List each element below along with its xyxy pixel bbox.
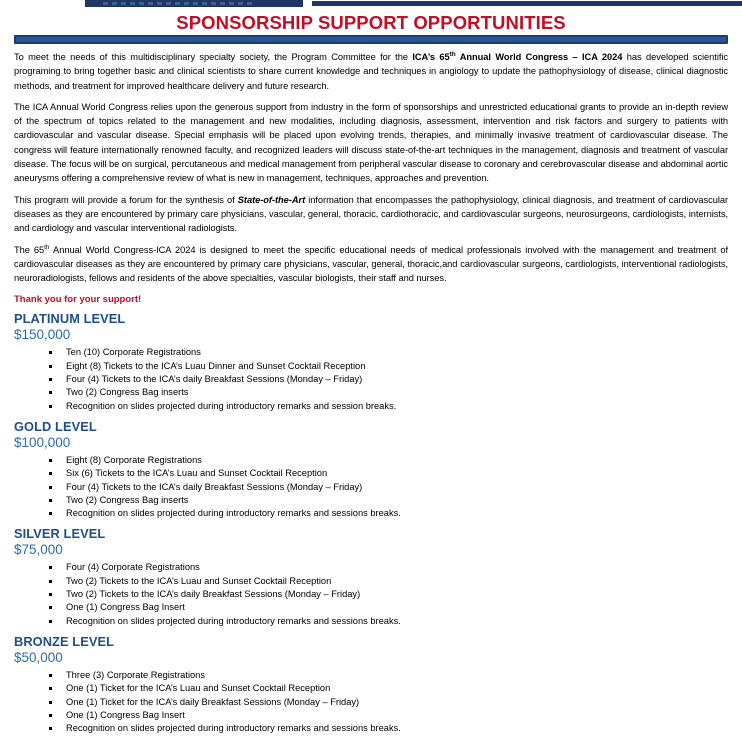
intro-paragraph: [14, 193, 728, 236]
top-banner: [0, 0, 742, 8]
benefit-item: One (1) Congress Bag Insert: [14, 601, 728, 614]
sponsorship-levels: [14, 311, 728, 735]
paragraph-text: has developed scientific programing to bring together basic and clinical scientists to share current knowledge and techniques in angiology to update the pathophysiology of disease, clinical diagnostic methods, and treatment for improved healthcare delivery and future research.: [14, 52, 728, 91]
banner-left-bar: [85, 0, 303, 7]
level-name: PLATINUM LEVEL: [14, 311, 126, 327]
square-bullet-icon: [49, 620, 52, 623]
square-bullet-icon: [49, 351, 52, 354]
document-body: [0, 50, 742, 735]
level-price: $150,000: [14, 327, 71, 343]
benefit-list: [14, 561, 728, 627]
benefit-item: One (1) Congress Bag Insert: [14, 709, 728, 722]
benefit-item: Two (2) Tickets to the ICA’s daily Breakfast Sessions (Monday – Friday): [14, 588, 728, 601]
square-bullet-icon: [49, 405, 52, 408]
square-bullet-icon: [49, 391, 52, 394]
benefit-item: Two (2) Congress Bag inserts: [14, 386, 728, 399]
intro-paragraph: [14, 100, 728, 186]
square-bullet-icon: [49, 714, 52, 717]
paragraph-text: Annual World Congress – ICA 2024: [455, 52, 623, 62]
intro-paragraph: [14, 50, 728, 93]
benefit-list: [14, 346, 728, 412]
level-price: $100,000: [14, 434, 71, 450]
paragraph-text: To meet the needs of this multidisciplinary specialty society, the Program Committee for the: [14, 52, 413, 62]
square-bullet-icon: [49, 486, 52, 489]
sponsorship-level: [14, 526, 728, 627]
square-bullet-icon: [49, 499, 52, 502]
square-bullet-icon: [49, 365, 52, 368]
level-name: GOLD LEVEL: [14, 418, 97, 434]
square-bullet-icon: [49, 459, 52, 462]
divider-bar: [14, 35, 728, 44]
square-bullet-icon: [49, 701, 52, 704]
banner-cutoff-text-marks: [103, 2, 253, 5]
benefit-item: Three (3) Corporate Registrations: [14, 669, 728, 682]
benefit-item: Four (4) Corporate Registrations: [14, 561, 728, 574]
benefit-item: Six (6) Tickets to the ICA’s Luau and Sunset Cocktail Reception: [14, 467, 728, 480]
benefit-list: [14, 669, 728, 735]
square-bullet-icon: [49, 606, 52, 609]
square-bullet-icon: [49, 674, 52, 677]
benefit-item: Recognition on slides projected during introductory remarks and session breaks.: [14, 400, 728, 413]
paragraph-text: information that encompasses the pathophysiology, clinical diagnosis, and treatment of cardiovascular diseases as they are encountered by primary care physicians, vascular, general, thoracic, cardiothoracic, and cardiovascular surgeons, neurosurgeons, cardiologists, internists, and cardiology and vascular interventional radiologists.: [14, 194, 728, 234]
benefit-item: Four (4) Tickets to the ICA’s daily Breakfast Sessions (Monday – Friday): [14, 481, 728, 494]
benefit-item: Two (2) Tickets to the ICA’s Luau and Sunset Cocktail Reception: [14, 575, 728, 588]
level-name: SILVER LEVEL: [14, 526, 106, 542]
paragraph-text: The ICA Annual World Congress relies upon the generous support from industry in the form of sponsorships and unrestricted educational grants to provide an in-depth review of the spectrum of topics related to the management and new modalities, including diagnosis, assessment, intervention and risk factors and surgery to patients with cardiovascular and vascular disease. Special emphasis will be placed upon evolving trends, therapies, and minimally invasive treatment of cardiovascular disease. The congress will feature internationally renowned faculty, and recognized leaders will discuss state-of-the-art techniques in the management, diagnosis and treatment of vascular disease. The focus will be on surgical, percutaneous and medical management from peripheral vascular disease to coronary and cerebrovascular disease and abdominal aortic aneurysms offering a comprehensive review of what is new in management, techniques, approaches and prevention.: [14, 101, 728, 184]
square-bullet-icon: [49, 566, 52, 569]
benefit-item: Recognition on slides projected during introductory remarks and sessions breaks.: [14, 615, 728, 628]
square-bullet-icon: [49, 378, 52, 381]
level-price: $75,000: [14, 542, 63, 558]
intro-paragraphs: [14, 50, 728, 285]
benefit-item: Four (4) Tickets to the ICA’s daily Breakfast Sessions (Monday – Friday): [14, 373, 728, 386]
sponsorship-level: [14, 634, 728, 735]
square-bullet-icon: [49, 727, 52, 730]
benefit-list: [14, 454, 728, 520]
paragraph-text: The 65: [14, 244, 45, 255]
square-bullet-icon: [49, 580, 52, 583]
paragraph-text: ICA’s 65: [412, 52, 450, 62]
benefit-item: Recognition on slides projected during introductory remarks and sessions breaks.: [14, 507, 728, 520]
square-bullet-icon: [49, 512, 52, 515]
paragraph-text: th: [449, 50, 456, 58]
paragraph-text: State-of-the-Art: [237, 194, 306, 205]
benefit-item: Eight (8) Tickets to the ICA’s Luau Dinner and Sunset Cocktail Reception: [14, 360, 728, 373]
page-title: SPONSORSHIP SUPPORT OPPORTUNITIES: [176, 12, 566, 33]
thanks-note: Thank you for your support!: [14, 294, 142, 306]
paragraph-text: th: [44, 243, 50, 251]
benefit-item: Ten (10) Corporate Registrations: [14, 346, 728, 359]
benefit-item: Eight (8) Corporate Registrations: [14, 454, 728, 467]
square-bullet-icon: [49, 472, 52, 475]
sponsorship-level: [14, 419, 728, 520]
paragraph-text: Annual World Congress-ICA 2024 is designed to meet the specific educational needs of medical professionals involved with the management and treatment of cardiovascular diseases as they are encountered by primary care physicians, vascular, general, thoracic,and cardiovascular surgeons, cardiologists, interventional radiologists, neuroradiologists, fellows and residents of the above specialties, vascular biologists, their staff and nurses.: [14, 244, 728, 284]
benefit-item: Two (2) Congress Bag inserts: [14, 494, 728, 507]
square-bullet-icon: [49, 593, 52, 596]
square-bullet-icon: [49, 687, 52, 690]
paragraph-text: This program will provide a forum for the synthesis of: [14, 194, 238, 205]
benefit-item: One (1) Ticket for the ICA’s daily Breakfast Sessions (Monday – Friday): [14, 696, 728, 709]
benefit-item: Recognition on slides projected during introductory remarks and sessions breaks.: [14, 722, 728, 735]
intro-paragraph: [14, 243, 728, 286]
banner-right-bar: [312, 1, 742, 6]
benefit-item: One (1) Ticket for the ICA’s Luau and Sunset Cocktail Reception: [14, 682, 728, 695]
level-name: BRONZE LEVEL: [14, 633, 115, 649]
level-price: $50,000: [14, 649, 63, 665]
sponsorship-level: [14, 311, 728, 412]
